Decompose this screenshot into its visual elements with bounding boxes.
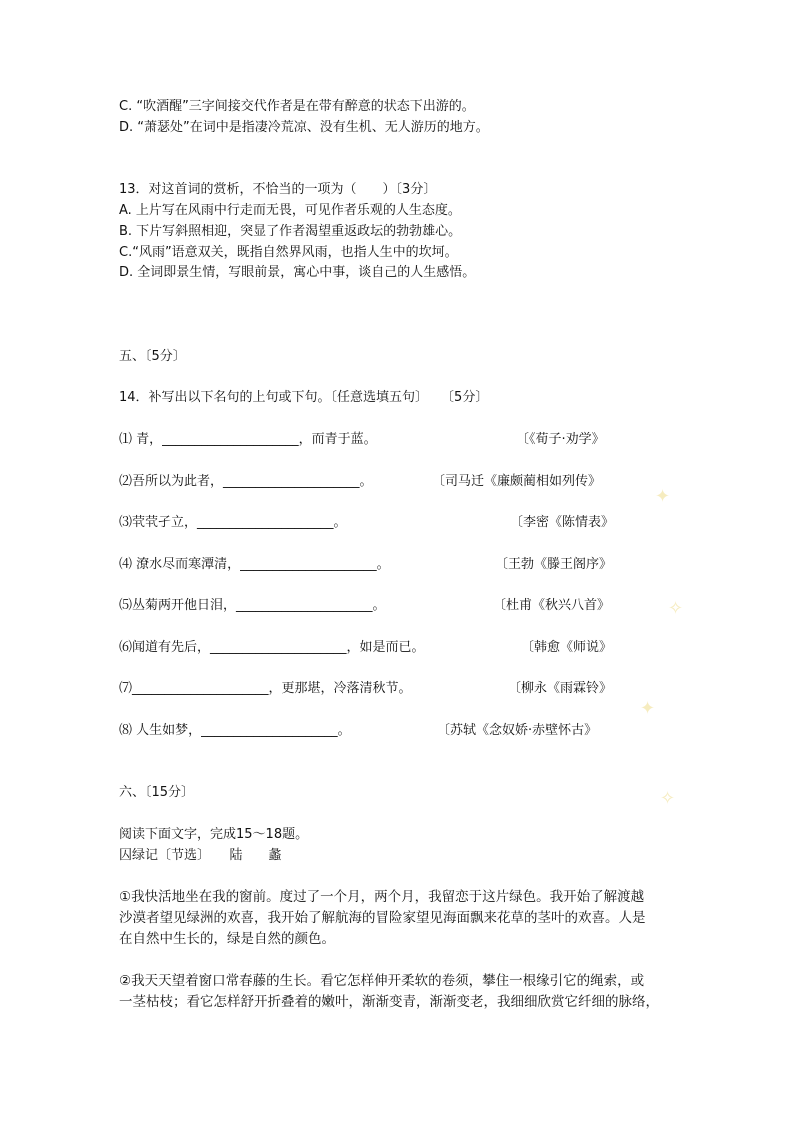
fill-item-1: ⑴ 青，_____________________，而青于蓝。 — [119, 432, 377, 447]
fill-item-1-source: 〔《荀子·劝学》 — [516, 432, 605, 447]
fill-item-2-source: 〔司马迁《廉颇蔺相如列传》 — [432, 474, 602, 489]
paragraph-1-line-1: ①我快活地坐在我的窗前。度过了一个月，两个月，我留恋于这片绿色。我开始了解渡越 — [119, 889, 645, 905]
q12-option-d: D. “萧瑟处”在词中是指凄冷荒凉、没有生机、无人游历的地方。 — [119, 120, 489, 135]
paragraph-1-line-2: 沙漠者望见绿洲的欢喜，我开始了解航海的冒险家望见海面飘来花草的茎叶的欢喜。人是 — [119, 910, 646, 926]
fill-item-6: ⑹闻道有先后，_____________________，如是而已。 — [119, 640, 425, 655]
fill-item-8-source: 〔苏轼《念奴娇·赤壁怀古》 — [437, 723, 598, 738]
q13-option-b: B. 下片写斜照相迎，突显了作者渴望重返政坛的勃勃雄心。 — [119, 224, 462, 239]
q13-option-d: D. 全词即景生情，写眼前景，寓心中事，谈自己的人生感悟。 — [119, 265, 476, 280]
fill-item-3-source: 〔李密《陈情表》 — [510, 515, 615, 530]
fill-item-4-source: 〔王勃《滕王阁序》 — [495, 557, 613, 572]
q13-option-a: A. 上片写在风雨中行走而无畏，可见作者乐观的人生态度。 — [119, 203, 461, 218]
fill-item-5: ⑸丛菊两开他日泪，_____________________。 — [119, 598, 386, 613]
fill-item-6-source: 〔韩愈《师说》 — [521, 640, 613, 655]
decorative-sparkle-icon: ✦ — [655, 486, 671, 507]
paragraph-1-line-3: 在自然中生长的，绿是自然的颜色。 — [119, 931, 335, 947]
fill-item-7-source: 〔柳永《雨霖铃》 — [508, 681, 613, 696]
fill-item-5-source: 〔杜甫《秋兴八首》 — [493, 598, 611, 613]
fill-item-2: ⑵吾所以为此者，_____________________。 — [119, 474, 373, 489]
reading-instruction: 阅读下面文字，完成15～18题。 — [119, 827, 309, 842]
q13-stem: 13．对这首词的赏析，不恰当的一项为（ ）〔3分〕 — [119, 182, 437, 197]
fill-item-3: ⑶茕茕孑立，_____________________。 — [119, 515, 347, 530]
section-6-heading: 六、〔15分〕 — [119, 785, 195, 800]
article-title: 囚绿记〔节选〕 陆 蠡 — [119, 848, 282, 863]
decorative-sparkle-icon: ✦ — [640, 698, 656, 719]
fill-item-4: ⑷ 潦水尽而寒潭清，_____________________。 — [119, 557, 390, 572]
decorative-sparkle-icon: ✧ — [660, 788, 676, 809]
q14-stem: 14．补写出以下名句的上句或下句。〔任意选填五句〕 〔5分〕 — [119, 390, 489, 405]
decorative-sparkle-icon: ✧ — [668, 598, 684, 619]
section-5-heading: 五、〔5分〕 — [119, 349, 186, 364]
paragraph-2-line-2: 一茎枯枝；看它怎样舒开折叠着的嫩叶，渐渐变青，渐渐变老，我细细欣赏它纤细的脉络， — [119, 994, 659, 1010]
fill-item-7: ⑺_____________________，更那堪，冷落清秋节。 — [119, 681, 412, 696]
paragraph-2-line-1: ②我天天望着窗口常春藤的生长。看它怎样伸开柔软的卷须，攀住一根缘引它的绳索，或 — [119, 973, 645, 989]
q13-option-c: C.“风雨”语意双关，既指自然界风雨，也指人生中的坎坷。 — [119, 245, 458, 260]
q12-option-c: C. “吹酒醒”三字间接交代作者是在带有醉意的状态下出游的。 — [119, 99, 475, 114]
fill-item-8: ⑻ 人生如梦，_____________________。 — [119, 723, 351, 738]
